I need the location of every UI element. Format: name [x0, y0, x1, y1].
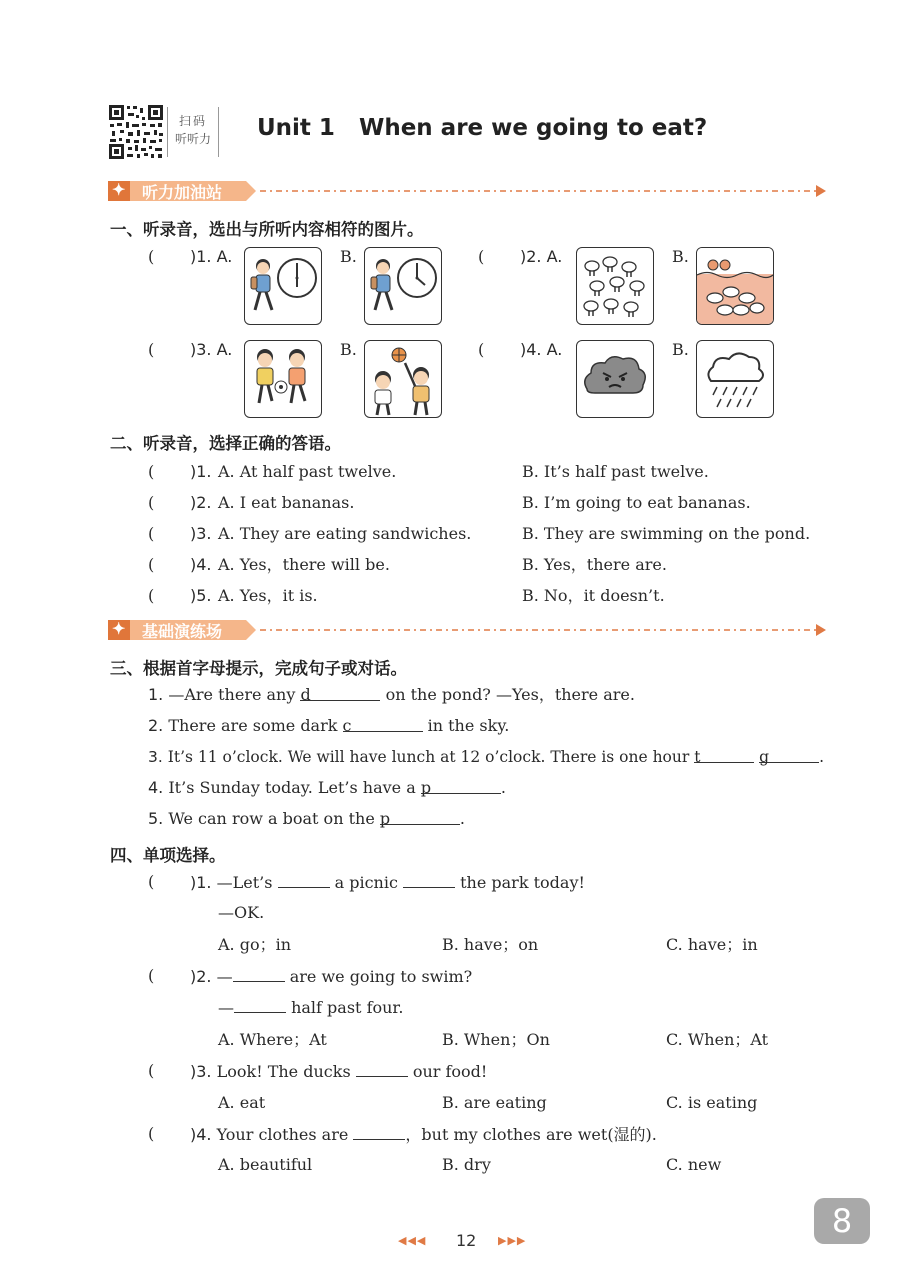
part3-item-4-num: 4. — [148, 778, 164, 797]
part4-q2-reply — [218, 997, 403, 1018]
part2-q3-num: )3. — [190, 524, 212, 543]
part1-heading: 一、听录音，选出与所听内容相符的图片。 — [110, 220, 424, 239]
part3-item-3-num: 3. — [148, 748, 163, 766]
part2-q1-num: )1. — [190, 462, 212, 481]
part4-q1-option-a: A. go；in — [218, 935, 292, 954]
part3-item-2-text: There are some dark — [163, 716, 343, 735]
part4-q1-blank-1[interactable] — [278, 872, 330, 888]
part2-q2-num: )2. — [190, 493, 212, 512]
part3-item-1-text: —Are there any — [163, 685, 301, 704]
part2-heading: 二、听录音，选择正确的答语。 — [110, 434, 341, 453]
part4-q2-option-b: B. When；On — [442, 1030, 550, 1049]
part1-q4-b-label: B. — [672, 340, 689, 359]
part4-heading: 四、单项选择。 — [110, 846, 226, 865]
part3-item-4-letter: p — [420, 778, 432, 797]
part3-item-3-blank-2[interactable] — [759, 747, 819, 766]
part4-q4-text-1: Your clothes are — [211, 1125, 354, 1144]
part2-q1-paren: ( — [148, 462, 155, 481]
part4-q2-paren: ( — [148, 966, 155, 985]
part1-q1-picture-b — [364, 247, 442, 325]
part3-item-1-blank[interactable] — [300, 685, 380, 704]
part1-q3-num: )3. A. — [190, 340, 233, 359]
part2-q2-option-a: A. I eat bananas. — [218, 493, 355, 512]
part2-q2-paren: ( — [148, 493, 155, 512]
part3-item-1-letter: d — [300, 685, 311, 704]
part3-item-5-blank[interactable] — [379, 809, 460, 828]
part4-q4-stem — [190, 1124, 657, 1145]
banner-label: 基础演练场 — [142, 622, 223, 641]
part4-q1-reply: —OK. — [218, 903, 265, 922]
part2-q4-option-b: B. Yes，there are. — [522, 555, 667, 574]
part3-item-3-text: It’s 11 o’clock. We will have lunch at 12 o’clock. There is one hour — [162, 748, 695, 766]
part4-q1-text-1: —Let’s — [211, 873, 278, 892]
part1-q2-num: )2. A. — [520, 247, 563, 266]
part2-q5-option-b: B. No，it doesn’t. — [522, 586, 665, 605]
part3-item-5 — [148, 809, 465, 829]
part3-item-4 — [148, 778, 506, 798]
part4-q4-option-a: A. beautiful — [218, 1155, 313, 1174]
part2-q5-option-a: A. Yes，it is. — [218, 586, 318, 605]
banner-label: 听力加油站 — [142, 183, 223, 202]
part3-item-5-text: We can row a boat on the — [163, 809, 380, 828]
part3-heading: 三、根据首字母提示，完成句子或对话。 — [110, 659, 407, 678]
part4-q4-text-2: ，but my clothes are wet(湿的). — [405, 1125, 657, 1144]
part3-item-2-text-end: in the sky. — [422, 716, 510, 735]
part3-item-2-blank[interactable] — [342, 716, 423, 735]
part4-q3-stem — [190, 1061, 487, 1082]
footer-left-arrows-icon: ◀◀◀ — [398, 1234, 427, 1247]
part2-q4-num: )4. — [190, 555, 212, 574]
part4-q2-num: )2. — [190, 967, 212, 986]
part1-q4-picture-b — [696, 340, 774, 418]
part1-q3-b-label: B. — [340, 340, 357, 359]
part1-q1-num: )1. A. — [190, 247, 233, 266]
banner-star-icon: ✦ — [112, 619, 126, 638]
banner-star-icon: ✦ — [112, 180, 126, 199]
part4-q4-num: )4. — [190, 1125, 212, 1144]
part1-q1-picture-a — [244, 247, 322, 325]
part4-q2-reply-dash: — — [218, 998, 234, 1017]
part2-q3-paren: ( — [148, 524, 155, 543]
part4-q2-text-1: — — [211, 967, 233, 986]
part4-q4-option-b: B. dry — [442, 1155, 491, 1174]
part1-q2-b-label: B. — [672, 247, 689, 266]
section-banner-listening — [108, 178, 828, 204]
part4-q1-text-2: a picnic — [329, 873, 404, 892]
part2-q3-option-a: A. They are eating sandwiches. — [218, 524, 472, 543]
page-badge-number: 8 — [831, 1202, 853, 1240]
part2-q1-option-b: B. It’s half past twelve. — [522, 462, 709, 481]
qr-label-line-2: 听听力 — [174, 132, 211, 146]
page-number: 12 — [456, 1231, 477, 1250]
part3-item-4-text: It’s Sunday today. Let’s have a — [163, 778, 421, 797]
qr-code — [108, 104, 164, 160]
qr-label-box — [167, 107, 219, 157]
part3-item-2-num: 2. — [148, 716, 164, 735]
part4-q1-stem — [190, 872, 585, 893]
part1-q1-paren: ( — [148, 247, 155, 266]
part1-q2-picture-b — [696, 247, 774, 325]
part4-q2-stem — [190, 966, 472, 987]
part1-q3-picture-a — [244, 340, 322, 418]
part4-q1-blank-2[interactable] — [403, 872, 455, 888]
part4-q3-text-1: Look! The ducks — [211, 1062, 356, 1081]
part4-q3-option-a: A. eat — [218, 1093, 266, 1112]
part4-q2-option-c: C. When；At — [666, 1030, 769, 1049]
part4-q3-text-2: our food! — [407, 1062, 488, 1081]
part3-item-4-blank[interactable] — [420, 778, 501, 797]
part4-q3-option-c: C. is eating — [666, 1093, 758, 1112]
part2-q2-option-b: B. I’m going to eat bananas. — [522, 493, 751, 512]
page-badge — [814, 1198, 870, 1244]
part1-q2-paren: ( — [478, 247, 485, 266]
part3-item-1-text-end: on the pond? —Yes，there are. — [380, 685, 635, 704]
part1-q4-num: )4. A. — [520, 340, 563, 359]
part4-q2-option-a: A. Where；At — [218, 1030, 327, 1049]
part4-q4-blank[interactable] — [353, 1124, 405, 1140]
qr-label-line-1: 扫码 — [178, 114, 207, 128]
part3-item-1-num: 1. — [148, 685, 164, 704]
part2-q3-option-b: B. They are swimming on the pond. — [522, 524, 811, 543]
part4-q3-option-b: B. are eating — [442, 1093, 547, 1112]
part3-item-5-text-end: . — [459, 809, 465, 828]
part4-q4-paren: ( — [148, 1124, 155, 1143]
part4-q3-blank[interactable] — [356, 1061, 408, 1077]
part3-item-3-blank-1[interactable] — [694, 747, 754, 766]
part1-q3-paren: ( — [148, 340, 155, 359]
part4-q2-blank-1[interactable] — [233, 966, 285, 982]
part3-item-2-letter: c — [342, 716, 352, 735]
part1-q1-b-label: B. — [340, 247, 357, 266]
part4-q1-num: )1. — [190, 873, 212, 892]
part3-item-2 — [148, 716, 509, 736]
part2-q5-num: )5. — [190, 586, 212, 605]
part3-item-4-text-end: . — [500, 778, 506, 797]
part4-q4-option-c: C. new — [666, 1155, 722, 1174]
part4-q2-blank-2[interactable] — [234, 997, 286, 1013]
footer-right-arrows-icon: ▶▶▶ — [498, 1234, 527, 1247]
part3-item-3-letter-2: g — [759, 748, 770, 766]
part4-q1-option-b: B. have；on — [442, 935, 539, 954]
part4-q2-text-2: are we going to swim? — [284, 967, 473, 986]
part2-q1-option-a: A. At half past twelve. — [218, 462, 397, 481]
part3-item-3 — [148, 747, 824, 767]
part4-q3-paren: ( — [148, 1061, 155, 1080]
part2-q4-option-a: A. Yes，there will be. — [218, 555, 390, 574]
part4-q1-paren: ( — [148, 872, 155, 891]
part4-q2-reply-text: half past four. — [286, 998, 404, 1017]
part3-item-1 — [148, 685, 635, 705]
part1-q4-paren: ( — [478, 340, 485, 359]
page-title: Unit 1 When are we going to eat? — [257, 115, 708, 141]
part1-q4-picture-a — [576, 340, 654, 418]
part4-q1-option-c: C. have；in — [666, 935, 758, 954]
part3-item-3-text-end: . — [819, 748, 825, 766]
part2-q4-paren: ( — [148, 555, 155, 574]
section-banner-basics — [108, 617, 828, 643]
part4-q3-num: )3. — [190, 1062, 212, 1081]
part3-item-5-letter: p — [379, 809, 391, 828]
part1-q3-picture-b — [364, 340, 442, 418]
part4-q1-text-3: the park today! — [455, 873, 585, 892]
part1-q2-picture-a — [576, 247, 654, 325]
part3-item-5-num: 5. — [148, 809, 164, 828]
part2-q5-paren: ( — [148, 586, 155, 605]
part3-item-3-letter-1: t — [694, 748, 701, 766]
